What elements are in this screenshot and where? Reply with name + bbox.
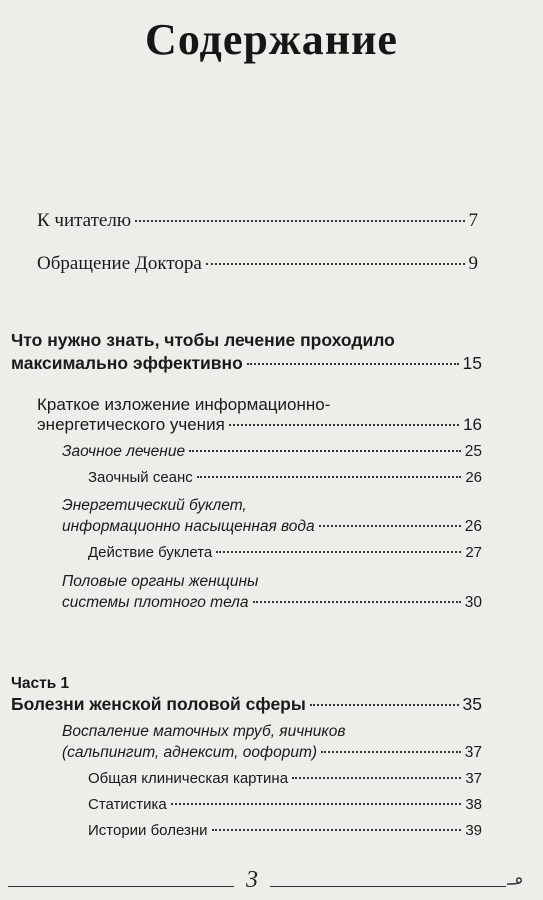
toc-entry-page: 30 (464, 594, 482, 611)
page-title: Содержание (145, 15, 398, 64)
toc-entry-text: энергетического учения (37, 415, 225, 434)
toc-entry-text: Заочное лечение (62, 443, 186, 460)
toc-entry-booklet-action[interactable] (88, 544, 482, 561)
dot-leader (171, 802, 462, 805)
dot-leader (319, 524, 461, 527)
dot-leader (310, 703, 459, 706)
toc-entry-summary[interactable] (37, 415, 482, 435)
toc-entry-what-to-know[interactable] (11, 353, 482, 374)
toc-entry-booklet-line1: Энергетический буклет, (62, 497, 247, 514)
page-number: 3 (246, 867, 258, 893)
dot-leader (197, 475, 462, 478)
toc-entry-page: 37 (465, 770, 482, 787)
toc-entry-text: максимально эффективно (11, 353, 243, 373)
toc-entry-page: 27 (465, 544, 482, 561)
toc-entry-to-reader[interactable] (37, 210, 478, 232)
ornament-curl-icon (506, 875, 524, 889)
toc-entry-page: 25 (464, 443, 482, 460)
toc-entry-page: 9 (468, 253, 478, 274)
dot-leader (253, 600, 461, 603)
toc-entry-doctor[interactable] (37, 253, 478, 275)
toc-entry-text: информационно насыщенная вода (62, 518, 315, 535)
dot-leader (229, 423, 459, 426)
toc-entry-text: Обращение Доктора (37, 253, 202, 274)
dot-leader (135, 219, 464, 222)
toc-entry-inflammation[interactable] (62, 744, 482, 762)
toc-entry-organs[interactable] (62, 594, 482, 612)
toc-entry-text: Болезни женской половой сферы (11, 694, 306, 714)
toc-entry-text: (сальпингит, аднексит, оофорит) (62, 744, 318, 761)
toc-entry-part1[interactable] (11, 694, 482, 715)
toc-entry-statistics[interactable] (88, 796, 482, 813)
toc-entry-summary-line1: Краткое изложение информационно- (37, 395, 331, 414)
dot-leader (292, 776, 461, 779)
toc-entry-what-to-know-line1: Что нужно знать, чтобы лечение проходило (11, 330, 395, 350)
toc-entry-page: 7 (468, 210, 478, 231)
toc-entry-text: Истории болезни (88, 822, 208, 839)
toc-entry-inflammation-line1: Воспаление маточных труб, яичников (62, 723, 346, 740)
toc-entry-page: 15 (462, 353, 482, 373)
toc-entry-organs-line1: Половые органы женщины (62, 573, 259, 590)
dot-leader (206, 262, 465, 265)
toc-entry-page: 16 (463, 415, 482, 434)
toc-entry-remote-treatment[interactable] (62, 443, 482, 461)
part-label: Часть 1 (11, 675, 70, 692)
toc-entry-booklet[interactable] (62, 518, 482, 536)
toc-entry-page: 37 (464, 744, 482, 761)
footer-rule-right (270, 886, 506, 887)
toc-entry-text: К читателю (37, 210, 132, 231)
dot-leader (247, 362, 459, 365)
dot-leader (216, 550, 461, 553)
toc-entry-text: Общая клиническая картина (88, 770, 289, 787)
dot-leader (212, 828, 462, 831)
toc-entry-remote-session[interactable] (88, 469, 482, 486)
toc-entry-page: 35 (462, 694, 482, 714)
toc-entry-page: 38 (465, 796, 482, 813)
dot-leader (321, 750, 461, 753)
toc-entry-page: 26 (464, 518, 482, 535)
footer-rule-left (8, 886, 234, 887)
dot-leader (189, 449, 461, 452)
toc-entry-text: системы плотного тела (62, 594, 249, 611)
toc-entry-text: Действие буклета (88, 544, 213, 561)
toc-entry-page: 39 (465, 822, 482, 839)
toc-entry-histories[interactable] (88, 822, 482, 839)
toc-entry-page: 26 (465, 469, 482, 486)
toc-entry-text: Статистика (88, 796, 167, 813)
toc-entry-text: Заочный сеанс (88, 469, 193, 486)
toc-entry-clinical[interactable] (88, 770, 482, 787)
